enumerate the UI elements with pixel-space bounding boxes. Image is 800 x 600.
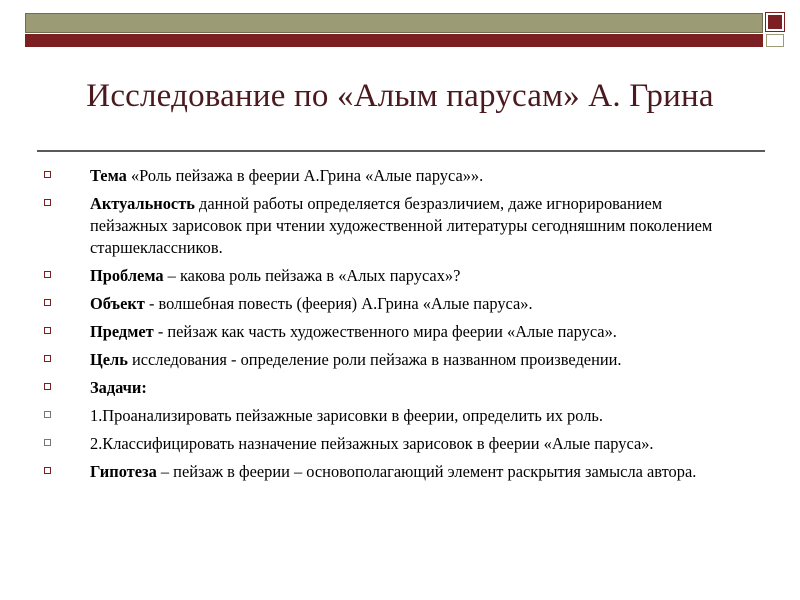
item-term: Объект (90, 294, 145, 313)
corner-square-outline-decoration (766, 34, 784, 47)
item-term: Цель (90, 350, 128, 369)
item-text: – пейзаж в феерии – основополагающий элемент раскрытия замысла автора. (156, 462, 697, 481)
sub-square-bullet-icon (44, 411, 51, 418)
square-bullet-icon (44, 199, 51, 206)
item-text: - пейзаж как часть художественного мира феерии «Алые паруса». (153, 322, 617, 341)
item-text: исследования - определение роли пейзажа в названном произведении. (127, 350, 622, 369)
square-bullet-icon (44, 299, 51, 306)
item-text: - волшебная повесть (феерия) А.Грина «Алые паруса». (144, 294, 533, 313)
item-text: данной работы определяется безразличием, даже игнорированием пейзажных зарисовок при чтении художественной литературы сегодняшним поколением старшеклассников. (90, 194, 713, 257)
list-item (44, 265, 744, 287)
item-term: Тема (90, 166, 127, 185)
title-divider (37, 150, 765, 152)
list-item (44, 377, 744, 399)
item-term: Проблема (90, 266, 164, 285)
list-item (44, 293, 744, 315)
list-item (44, 193, 744, 259)
bullet-list (44, 165, 744, 489)
corner-square-decoration (766, 13, 784, 31)
item-text: 1.Проанализировать пейзажные зарисовки в феерии, определить их роль. (90, 406, 603, 425)
header-band-red (25, 34, 763, 47)
square-bullet-icon (44, 327, 51, 334)
square-bullet-icon (44, 355, 51, 362)
square-bullet-icon (44, 271, 51, 278)
square-bullet-icon (44, 467, 51, 474)
list-item (44, 349, 744, 371)
sub-square-bullet-icon (44, 439, 51, 446)
list-item (44, 461, 744, 483)
list-item (44, 165, 744, 187)
item-term: Актуальность (90, 194, 195, 213)
item-term: Гипотеза (90, 462, 157, 481)
list-item (44, 405, 744, 427)
item-term: Задачи: (90, 378, 147, 397)
square-bullet-icon (44, 383, 51, 390)
item-term: Предмет (90, 322, 154, 341)
item-text: «Роль пейзажа в феерии А.Грина «Алые паруса»». (126, 166, 484, 185)
list-item (44, 433, 744, 455)
item-text: 2.Классифицировать назначение пейзажных зарисовок в феерии «Алые паруса». (90, 434, 654, 453)
list-item (44, 321, 744, 343)
slide-title: Исследование по «Алым парусам» А. Грина (86, 78, 714, 114)
header-band-olive (25, 13, 763, 33)
item-text: – какова роль пейзажа в «Алых парусах»? (163, 266, 461, 285)
square-bullet-icon (44, 171, 51, 178)
